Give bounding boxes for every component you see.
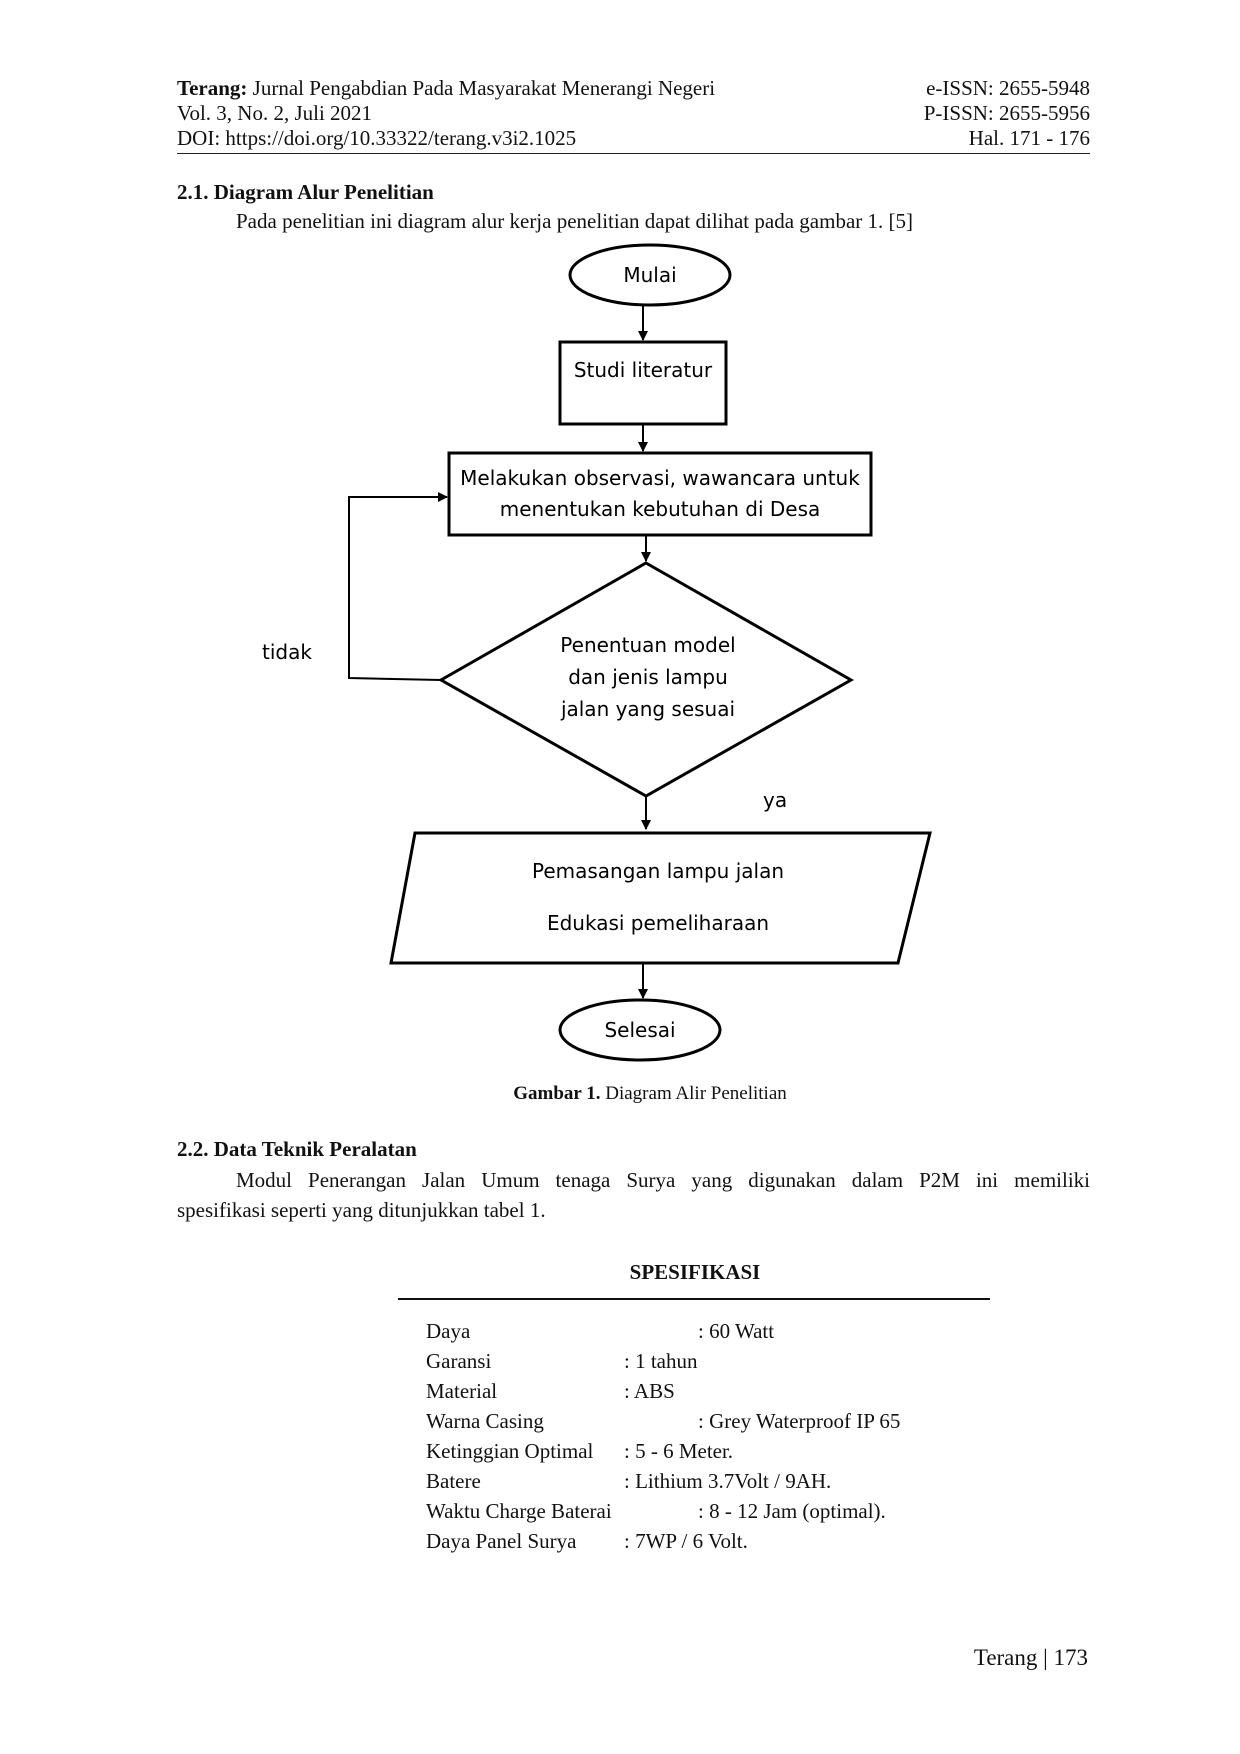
figure-caption: Gambar 1. Diagram Alir Penelitian [513,1083,787,1104]
decision-label-line2: dan jenis lampu [568,665,728,689]
section-paragraph-line2: spesifikasi seperti yang ditunjukkan tabel 1. [177,1198,546,1222]
start-label: Mulai [623,263,677,287]
doi: DOI: https://doi.org/10.33322/terang.v3i2.1025 [177,126,577,150]
pissn: P-ISSN: 2655-5956 [923,101,1090,125]
spec-title: SPESIFIKASI [629,1260,761,1284]
page-footer: Terang | 173 [973,1645,1088,1670]
spec-value: : 7WP / 6 Volt. [624,1529,748,1553]
section-paragraph-diagram: Pada penelitian ini diagram alur kerja penelitian dapat dilihat pada gambar 1. [5] [236,209,913,233]
spec-value: : Grey Waterproof IP 65 [698,1409,901,1433]
spec-label: Garansi [426,1349,492,1373]
process-study-literature [560,342,726,424]
end-label: Selesai [604,1018,676,1042]
volume-info: Vol. 3, No. 2, Juli 2021 [177,101,373,125]
no-branch-label: tidak [262,640,312,664]
process-observation-label-line1: Melakukan observasi, wawancara untuk [460,466,860,490]
spec-label: Daya Panel Surya [426,1529,577,1553]
section-heading-equipment: 2.2. Data Teknik Peralatan [177,1137,417,1161]
section-heading-diagram: 2.1. Diagram Alur Penelitian [177,180,434,204]
io-label-line2: Edukasi pemeliharaan [546,911,770,935]
spec-value: : ABS [624,1379,675,1403]
yes-branch-label: ya [763,788,788,812]
spec-value: : 8 - 12 Jam (optimal). [698,1499,886,1523]
spec-label: Ketinggian Optimal [426,1439,594,1463]
io-installation-education [391,833,930,963]
spec-label: Warna Casing [426,1409,544,1433]
spec-label: Batere [426,1469,481,1493]
process-observation-label-line2: menentukan kebutuhan di Desa [499,497,821,521]
decision-label-line3: jalan yang sesuai [560,697,736,721]
page-range: Hal. 171 - 176 [968,126,1090,150]
spec-label: Daya [426,1319,471,1343]
spec-label: Material [426,1379,498,1403]
spec-value: : 60 Watt [698,1319,775,1343]
spec-value: : 1 tahun [624,1349,698,1373]
decision-label-line1: Penentuan model [560,633,736,657]
io-label-line1: Pemasangan lampu jalan [531,859,785,883]
spec-value: : 5 - 6 Meter. [624,1439,734,1463]
eissn: e-ISSN: 2655-5948 [926,76,1090,100]
spec-value: : Lithium 3.7Volt / 9AH. [624,1469,832,1493]
process-study-literature-label: Studi literatur [573,358,713,382]
spec-divider [398,1298,990,1300]
spec-label: Waktu Charge Baterai [426,1499,612,1523]
arrow-no-loop [349,497,447,680]
section-paragraph-line1: Modul Penerangan Jalan Umum tenaga Surya yang digunakan dalam P2M ini memiliki [236,1168,1090,1192]
journal-name: Terang: Jurnal Pengabdian Pada Masyarakat Menerangi Negeri [177,76,716,100]
